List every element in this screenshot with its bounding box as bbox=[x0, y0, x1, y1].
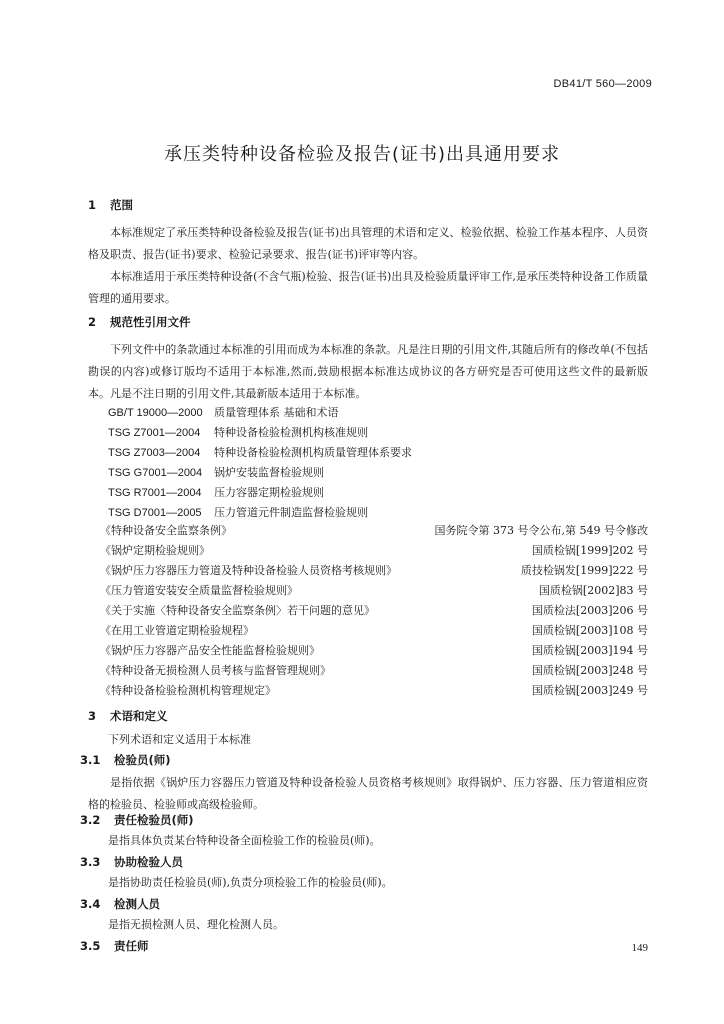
reference-item bbox=[108, 504, 368, 520]
regulation-name: 《压力管道安装安全质量监督检验规则》 bbox=[100, 584, 298, 597]
section-2-paragraph: 下列文件中的条款通过本标准的引用而成为本标准的条款。凡是注日期的引用文件,其随后所有的修改单(不包括勘误的内容)或修订版均不适用于本标准,然而,鼓励根据本标准达成协议的各方研究是否可使用这些文件的最新版本。凡是不注日期的引用文件,其最新版本适用于本标准。 bbox=[88, 343, 648, 400]
section-number: 2 bbox=[88, 315, 97, 329]
term-number: 3.3 bbox=[80, 855, 101, 869]
reference-item bbox=[108, 484, 324, 500]
regulation-name: 《在用工业管道定期检验规程》 bbox=[100, 624, 254, 637]
regulation-item bbox=[100, 522, 648, 538]
reference-item bbox=[108, 424, 368, 440]
section-1-heading bbox=[88, 197, 133, 213]
term-number: 3.4 bbox=[80, 897, 101, 911]
regulation-ref: 国质检锅[2003]248 号 bbox=[531, 664, 648, 677]
reference-item bbox=[108, 404, 339, 420]
reference-name: 特种设备检验检测机构核准规则 bbox=[214, 426, 368, 439]
section-3-heading bbox=[88, 708, 168, 724]
term-number: 3.1 bbox=[80, 753, 101, 767]
term-3-5-heading bbox=[80, 938, 149, 954]
section-3-intro: 下列术语和定义适用于本标准 bbox=[108, 733, 251, 746]
regulation-item bbox=[100, 602, 648, 618]
reference-name: 质量管理体系 基础和术语 bbox=[214, 406, 339, 419]
regulation-ref: 质技检锅发[1999]222 号 bbox=[520, 564, 648, 577]
regulation-ref: 国质检锅[2003]194 号 bbox=[531, 644, 648, 657]
reference-name: 压力容器定期检验规则 bbox=[214, 486, 324, 499]
term-title: 协助检验人员 bbox=[114, 855, 183, 869]
regulation-name: 《锅炉定期检验规则》 bbox=[100, 544, 210, 557]
reference-name: 压力管道元件制造监督检验规则 bbox=[214, 506, 368, 519]
document-title: 承压类特种设备检验及报告(证书)出具通用要求 bbox=[163, 144, 561, 165]
standard-code: DB41/T 560—2009 bbox=[553, 78, 652, 90]
term-title: 责任师 bbox=[114, 939, 149, 953]
regulation-name: 《特种设备无损检测人员考核与监督管理规则》 bbox=[100, 664, 331, 677]
reference-name: 锅炉安装监督检验规则 bbox=[214, 466, 324, 479]
regulation-item bbox=[100, 642, 648, 658]
section-number: 3 bbox=[88, 709, 97, 723]
regulation-item bbox=[100, 582, 648, 598]
page-number: 149 bbox=[631, 942, 648, 954]
regulation-item bbox=[100, 682, 648, 698]
reference-code: GB/T 19000—2000 bbox=[108, 407, 203, 419]
term-title: 检测人员 bbox=[114, 897, 160, 911]
term-title: 责任检验员(师) bbox=[114, 813, 194, 827]
term-3-4-heading bbox=[80, 896, 160, 912]
regulation-name: 《锅炉压力容器压力管道及特种设备检验人员资格考核规则》 bbox=[100, 564, 397, 577]
regulation-ref: 国质检锅[1999]202 号 bbox=[531, 544, 648, 557]
term-3-4-definition: 是指无损检测人员、理化检测人员。 bbox=[108, 918, 284, 931]
regulation-item bbox=[100, 662, 648, 678]
regulation-name: 《锅炉压力容器产品安全性能监督检验规则》 bbox=[100, 644, 320, 657]
term-3-2-heading bbox=[80, 812, 194, 828]
reference-item bbox=[108, 464, 324, 480]
reference-item bbox=[108, 444, 412, 460]
reference-code: TSG D7001—2005 bbox=[108, 507, 202, 519]
regulation-name: 《特种设备安全监察条例》 bbox=[100, 524, 232, 537]
section-title: 术语和定义 bbox=[110, 709, 168, 723]
term-3-3-definition: 是指协助责任检验员(师),负责分项检验工作的检验员(师)。 bbox=[108, 876, 393, 889]
term-3-2-definition: 是指具体负责某台特种设备全面检验工作的检验员(师)。 bbox=[108, 834, 381, 847]
regulation-name: 《关于实施〈特种设备安全监察条例〉若干问题的意见》 bbox=[100, 604, 375, 617]
reference-name: 特种设备检验检测机构质量管理体系要求 bbox=[214, 446, 412, 459]
section-title: 范围 bbox=[110, 198, 133, 212]
reference-code: TSG G7001—2004 bbox=[108, 467, 203, 479]
regulation-item bbox=[100, 622, 648, 638]
regulation-name: 《特种设备检验检测机构管理规定》 bbox=[100, 684, 276, 697]
term-number: 3.2 bbox=[80, 813, 101, 827]
reference-code: TSG Z7003—2004 bbox=[108, 447, 201, 459]
reference-code: TSG R7001—2004 bbox=[108, 487, 202, 499]
regulation-ref: 国质检法[2003]206 号 bbox=[531, 604, 648, 617]
term-3-1-definition: 是指依据《锅炉压力容器压力管道及特种设备检验人员资格考核规则》取得锅炉、压力容器、压力管道相应资格的检验员、检验师或高级检验师。 bbox=[88, 776, 648, 811]
regulation-ref: 国务院令第 373 号令公布,第 549 号令修改 bbox=[434, 524, 648, 537]
section-1-paragraph-2: 本标准适用于承压类特种设备(不含气瓶)检验、报告(证书)出具及检验质量评审工作,是承压类特种设备工作质量管理的通用要求。 bbox=[88, 270, 648, 305]
reference-code: TSG Z7001—2004 bbox=[108, 427, 201, 439]
section-1-paragraph-1: 本标准规定了承压类特种设备检验及报告(证书)出具管理的术语和定义、检验依据、检验工作基本程序、人员资格及职责、报告(证书)要求、检验记录要求、报告(证书)评审等内容。 bbox=[88, 226, 648, 261]
term-title: 检验员(师) bbox=[114, 753, 171, 767]
term-3-1-heading bbox=[80, 752, 171, 768]
regulation-ref: 国质检锅[2002]83 号 bbox=[538, 584, 648, 597]
regulation-ref: 国质检锅[2003]249 号 bbox=[531, 684, 648, 697]
section-title: 规范性引用文件 bbox=[110, 315, 191, 329]
term-number: 3.5 bbox=[80, 939, 101, 953]
regulation-ref: 国质检锅[2003]108 号 bbox=[531, 624, 648, 637]
section-number: 1 bbox=[88, 198, 97, 212]
regulation-item bbox=[100, 562, 648, 578]
regulation-item bbox=[100, 542, 648, 558]
term-3-3-heading bbox=[80, 854, 183, 870]
section-2-heading bbox=[88, 314, 191, 330]
